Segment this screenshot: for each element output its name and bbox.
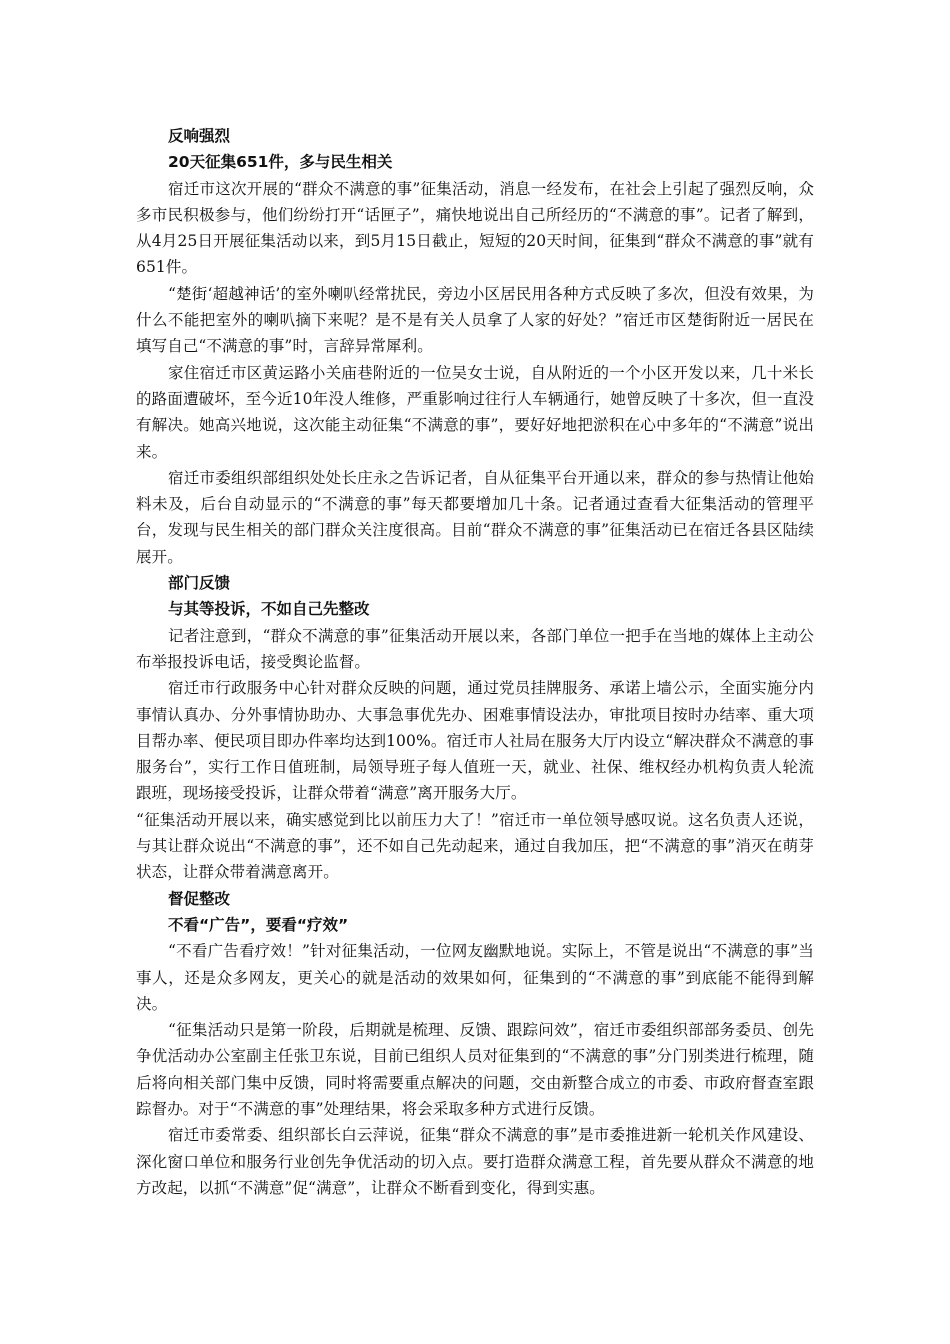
section-3-paragraph-3: 宿迁市委常委、组织部长白云萍说，征集“群众不满意的事”是市委推进新一轮机关作风建设、深化窗口单位和服务行业创先争优活动的切入点。要打造群众满意工程，首先要从群众不满意的地方改起，以抓“不满意”促“满意”，让群众不断看到变化，得到实惠。: [136, 1126, 814, 1197]
section-1-subtitle: 20天征集651件，多与民生相关: [168, 153, 393, 172]
section-3-paragraph-1: “不看广告看疗效！”针对征集活动，一位网友幽默地说。实际上，不管是说出“不满意的事”当事人，还是众多网友，更关心的就是活动的效果如何，征集到的“不满意的事”到底能不能得到解决。: [136, 942, 814, 1013]
section-1-paragraph-4: 宿迁市委组织部组织处处长庄永之告诉记者，自从征集平台开通以来，群众的参与热情让他始料未及，后台自动显示的“不满意的事”每天都要增加几十条。记者通过查看大征集活动的管理平台，发现与民生相关的部门群众关注度很高。目前“群众不满意的事”征集活动已在宿迁各县区陆续展开。: [136, 468, 814, 566]
section-3-paragraph-2: “征集活动只是第一阶段，后期就是梳理、反馈、跟踪问效”，宿迁市委组织部部务委员、创先争优活动办公室副主任张卫东说，目前已组织人员对征集到的“不满意的事”分门别类进行梳理，随后将向相关部门集中反馈，同时将需要重点解决的问题，交由新整合成立的市委、市政府督查室跟踪督办。对于“不满意的事”处理结果，将会采取多种方式进行反馈。: [136, 1021, 814, 1118]
section-1-paragraph-1: 宿迁市这次开展的“群众不满意的事”征集活动，消息一经发布，在社会上引起了强烈反响，众多市民积极参与，他们纷纷打开“话匣子”，痛快地说出自己所经历的“不满意的事”。记者了解到，从4月25日开展征集活动以来，到5月15日截止，短短的20天时间，征集到“群众不满意的事”就有651件。: [136, 179, 814, 277]
section-3-title: 督促整改: [168, 889, 231, 908]
section-3-subtitle: 不看“广告”，要看“疗效”: [168, 915, 349, 934]
section-1-paragraph-2: “楚街‘超越神话’的室外喇叭经常扰民，旁边小区居民用各种方式反映了多次，但没有效果，为什么不能把室外的喇叭摘下来呢？是不是有关人员拿了人家的好处？”宿迁市区楚街附近一居民在填写自己“不满意的事”时，言辞异常犀利。: [136, 284, 814, 356]
section-2-paragraph-2: 宿迁市行政服务中心针对群众反映的问题，通过党员挂牌服务、承诺上墙公示，全面实施分内事情认真办、分外事情协助办、大事急事优先办、困难事情设法办，审批项目按时办结率、重大项目帮办率、便民项目即办件率均达到100%。宿迁市人社局在服务大厅内设立“解决群众不满意的事服务台”，实行工作日值班制，局领导班子每人值班一天，就业、社保、维权经办机构负责人轮流跟班，现场接受投诉，让群众带着“满意”离开服务大厅。: [136, 679, 814, 803]
section-2-title: 部门反馈: [168, 574, 231, 593]
section-1-paragraph-3: 家住宿迁市区黄运路小关庙巷附近的一位吴女士说，自从附近的一个小区开发以来，几十米长的路面遭破坏，至今近10年没人维修，严重影响过往行人车辆通行，她曾反映了十多次，但一直没有解决。她高兴地说，这次能主动征集“不满意的事”，要好好地把淤积在心中多年的“不满意”说出来。: [136, 363, 814, 461]
section-2-paragraph-3: “征集活动开展以来，确实感觉到比以前压力大了！”宿迁市一单位领导感叹说。这名负责人还说，与其让群众说出“不满意的事”，还不如自己先动起来，通过自我加压，把“不满意的事”消灭在萌芽状态，让群众带着满意离开。: [136, 810, 814, 882]
section-2-paragraph-1: 记者注意到，“群众不满意的事”征集活动开展以来，各部门单位一把手在当地的媒体上主动公布举报投诉电话，接受舆论监督。: [136, 626, 814, 671]
section-2-subtitle: 与其等投诉，不如自己先整改: [168, 600, 370, 619]
section-1-title: 反响强烈: [168, 127, 231, 145]
